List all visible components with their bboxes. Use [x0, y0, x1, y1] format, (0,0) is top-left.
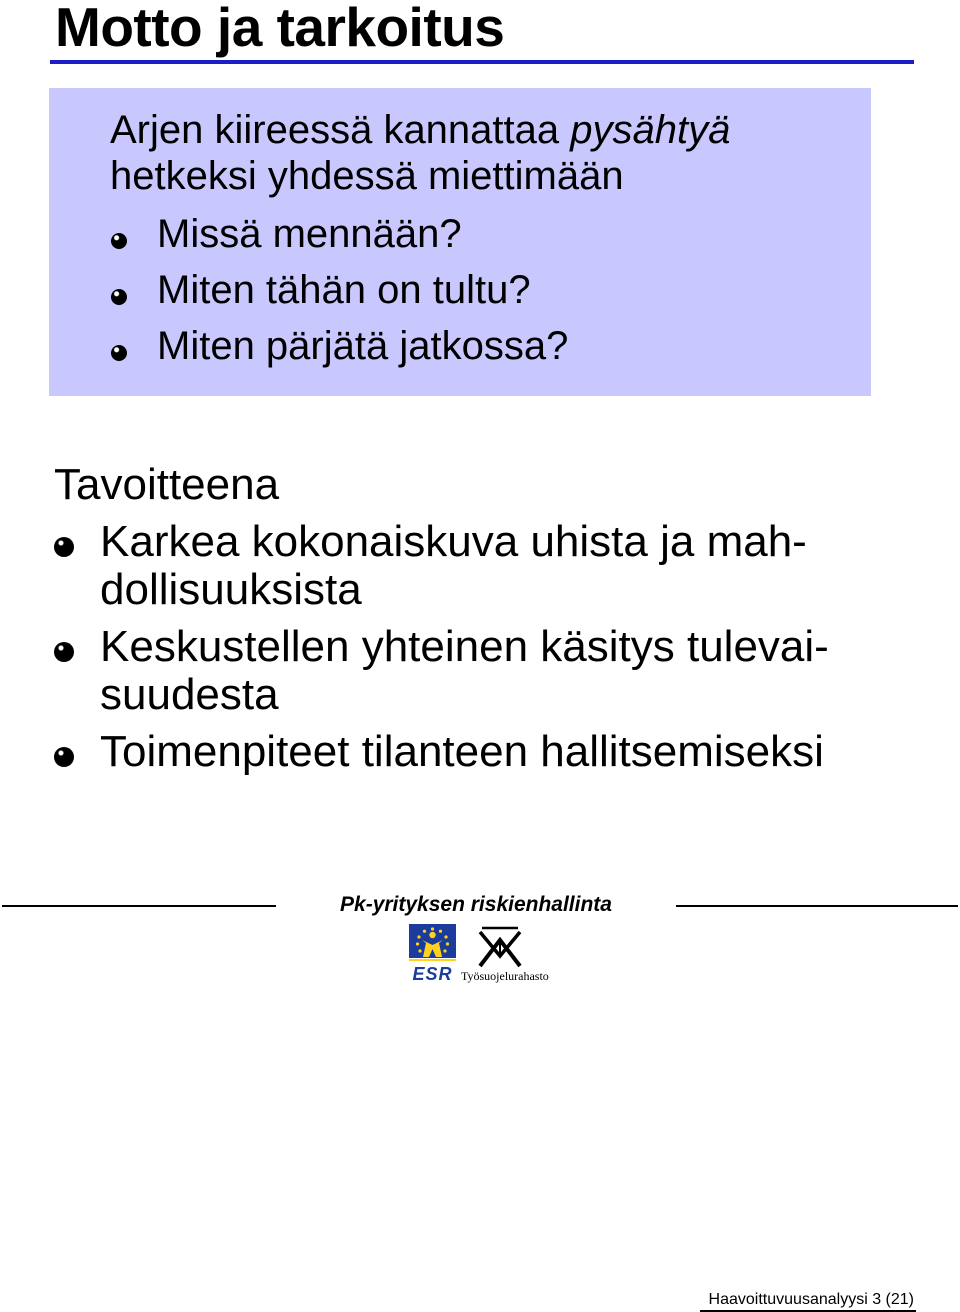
bullet-icon — [111, 233, 127, 249]
page-footer-label: Haavoittuvuusanalyysi — [708, 1291, 868, 1308]
bullet-icon — [54, 537, 74, 557]
motto-intro-text: Arjen kiireessä kannattaa — [110, 108, 571, 152]
goal-item-line: dollisuuksista — [100, 565, 362, 614]
footer-title: Pk-yrityksen riskienhallinta — [340, 893, 612, 916]
goals-heading: Tavoitteena — [54, 460, 280, 509]
page-footer — [690, 1290, 914, 1310]
goal-item-line: Keskustellen yhteinen käsitys tulevai- — [100, 622, 829, 671]
goal-item-line: Karkea kokonaiskuva uhista ja mah- — [100, 517, 807, 566]
footer-rule-right — [676, 905, 958, 907]
esr-logo-icon — [409, 924, 456, 982]
tsr-logo-icon — [476, 926, 524, 968]
motto-item: Miten tähän on tultu? — [157, 268, 531, 312]
footer-rule-left — [2, 905, 276, 907]
page-title: Motto ja tarkoitus — [55, 0, 505, 58]
motto-intro-emphasis: pysähtyä — [570, 108, 731, 152]
motto-intro-line-2: hetkeksi yhdessä miettimään — [110, 154, 624, 198]
bullet-icon — [54, 642, 74, 662]
bullet-icon — [111, 289, 127, 305]
motto-intro-line-1 — [110, 106, 730, 154]
page-number: 3 (21) — [872, 1291, 914, 1308]
goal-item-line: suudesta — [100, 670, 279, 719]
bullet-icon — [111, 345, 127, 361]
motto-item: Missä mennään? — [157, 212, 462, 256]
motto-item: Miten pärjätä jatkossa? — [157, 324, 569, 368]
goal-item-line: Toimenpiteet tilanteen hallitsemiseksi — [100, 727, 824, 776]
svg-text:ESR: ESR — [412, 964, 453, 982]
title-underline — [50, 60, 914, 64]
tsr-logo-label: Työsuojelurahasto — [461, 969, 549, 983]
bullet-icon — [54, 747, 74, 767]
